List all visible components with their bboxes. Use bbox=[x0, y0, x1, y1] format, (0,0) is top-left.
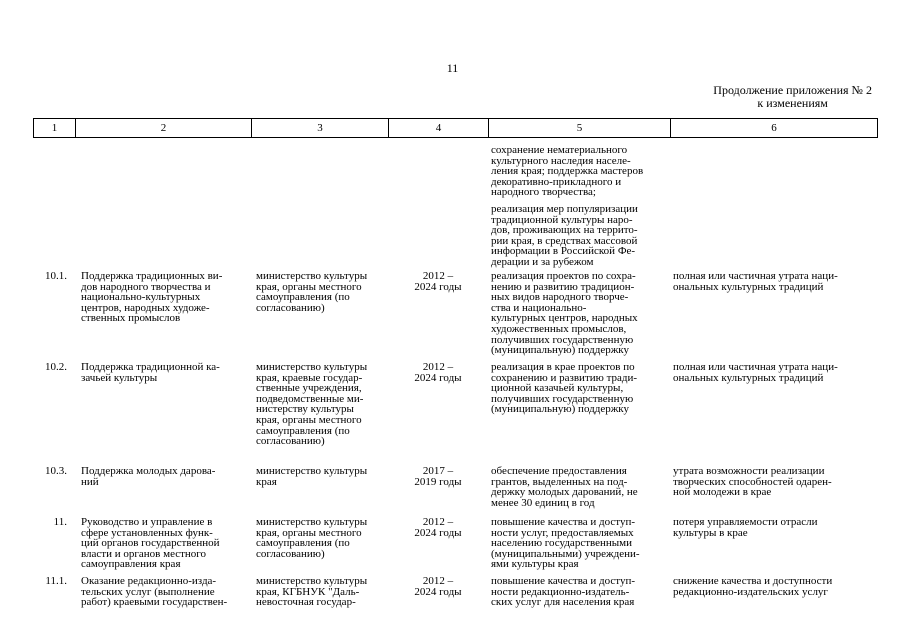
row-number: 10.2. bbox=[45, 361, 67, 373]
row-number: 10.1. bbox=[45, 270, 67, 282]
row-term: 2012 – 2024 годы bbox=[414, 361, 462, 384]
column-header-3: 3 bbox=[252, 119, 389, 137]
row-expected-result: повышение качества и доступ- ности услуг, предоставляемых населению государственными (муниципальными) учреждени- ями культуры края bbox=[491, 516, 640, 571]
row-term: 2012 – 2024 годы bbox=[414, 270, 462, 293]
row-consequence: снижение качества и доступности редакционно-издательских услуг bbox=[673, 575, 833, 598]
column-header-5: 5 bbox=[489, 119, 671, 137]
row-consequence: утрата возможности реализации творческих способностей одарен- ной молодежи в крае bbox=[673, 465, 832, 499]
row-number: 11.1. bbox=[45, 575, 67, 587]
column-header-row bbox=[33, 118, 878, 138]
row-expected-result: реализация проектов по сохра- нению и развитию традицион- ных видов народного творче- ства и национально- культурных центров, народных художественных промыслов, получивших государственную (муниципальную) поддержку bbox=[491, 270, 638, 357]
row-number: 10.3. bbox=[45, 465, 67, 477]
continuation-result-b: реализация мер популяризации традиционной культуры наро- дов, проживающих на террито- рии края, в средствах массовой информации в Российской Фе- дерации и за рубежом bbox=[491, 203, 638, 268]
row-expected-result: реализация в крае проектов по сохранению и развитию тради- ционной казачьей культуры, получивших государственную (муниципальную) поддержку bbox=[491, 361, 638, 416]
row-expected-result: обеспечение предоставления грантов, выделенных на под- держку молодых дарований, не менее 30 единиц в год bbox=[491, 465, 638, 509]
row-number: 11. bbox=[53, 516, 67, 528]
row-term: 2017 – 2019 годы bbox=[414, 465, 462, 488]
row-consequence: полная или частичная утрата наци- ональных культурных традиций bbox=[673, 361, 838, 384]
row-expected-result: повышение качества и доступ- ности редакционно-издатель- ских услуг для населения края bbox=[491, 575, 636, 609]
appendix-note bbox=[713, 84, 872, 110]
appendix-note-line2: к изменениям bbox=[757, 96, 828, 110]
row-executor: министерство культуры края bbox=[256, 465, 368, 488]
row-executor: министерство культуры края, органы местного самоуправления (по согласованию) bbox=[256, 270, 368, 314]
page-number: 11 bbox=[446, 61, 459, 75]
row-term: 2012 – 2024 годы bbox=[414, 575, 462, 598]
row-executor: министерство культуры края, краевые государ- ственные учреждения, подведомственные ми- нистерству культуры края, органы местного самоуправления (по согласованию) bbox=[256, 361, 368, 448]
column-header-1: 1 bbox=[34, 119, 76, 137]
column-header-6: 6 bbox=[771, 122, 777, 134]
row-event-name: Поддержка молодых дарова- ний bbox=[81, 465, 216, 488]
appendix-note-line1: Продолжение приложения № 2 bbox=[713, 83, 872, 97]
row-event-name: Поддержка традиционной ка- зачьей культуры bbox=[81, 361, 220, 384]
row-term: 2012 – 2024 годы bbox=[414, 516, 462, 539]
row-event-name: Руководство и управление в сфере установленных функ- ций органов государственной власти и органов местного самоуправления края bbox=[81, 516, 220, 571]
row-event-name: Поддержка традиционных ви- дов народного творчества и национально-культурных центров, народных художе- ственных промыслов bbox=[81, 270, 223, 325]
row-executor: министерство культуры края, КГБНУК "Даль- невосточная государ- bbox=[256, 575, 368, 609]
row-event-name: Оказание редакционно-изда- тельских услуг (выполнение работ) краевыми государствен- bbox=[81, 575, 228, 609]
column-header-2: 2 bbox=[76, 119, 252, 137]
row-executor: министерство культуры края, органы местного самоуправления (по согласованию) bbox=[256, 516, 368, 560]
row-consequence: потеря управляемости отрасли культуры в крае bbox=[673, 516, 818, 539]
continuation-result-a: сохранение нематериального культурного наследия населе- ления края; поддержка мастеров декоративно-прикладного и народного творчества; bbox=[491, 144, 644, 199]
column-header-4: 4 bbox=[389, 119, 489, 137]
row-consequence: полная или частичная утрата наци- ональных культурных традиций bbox=[673, 270, 838, 293]
